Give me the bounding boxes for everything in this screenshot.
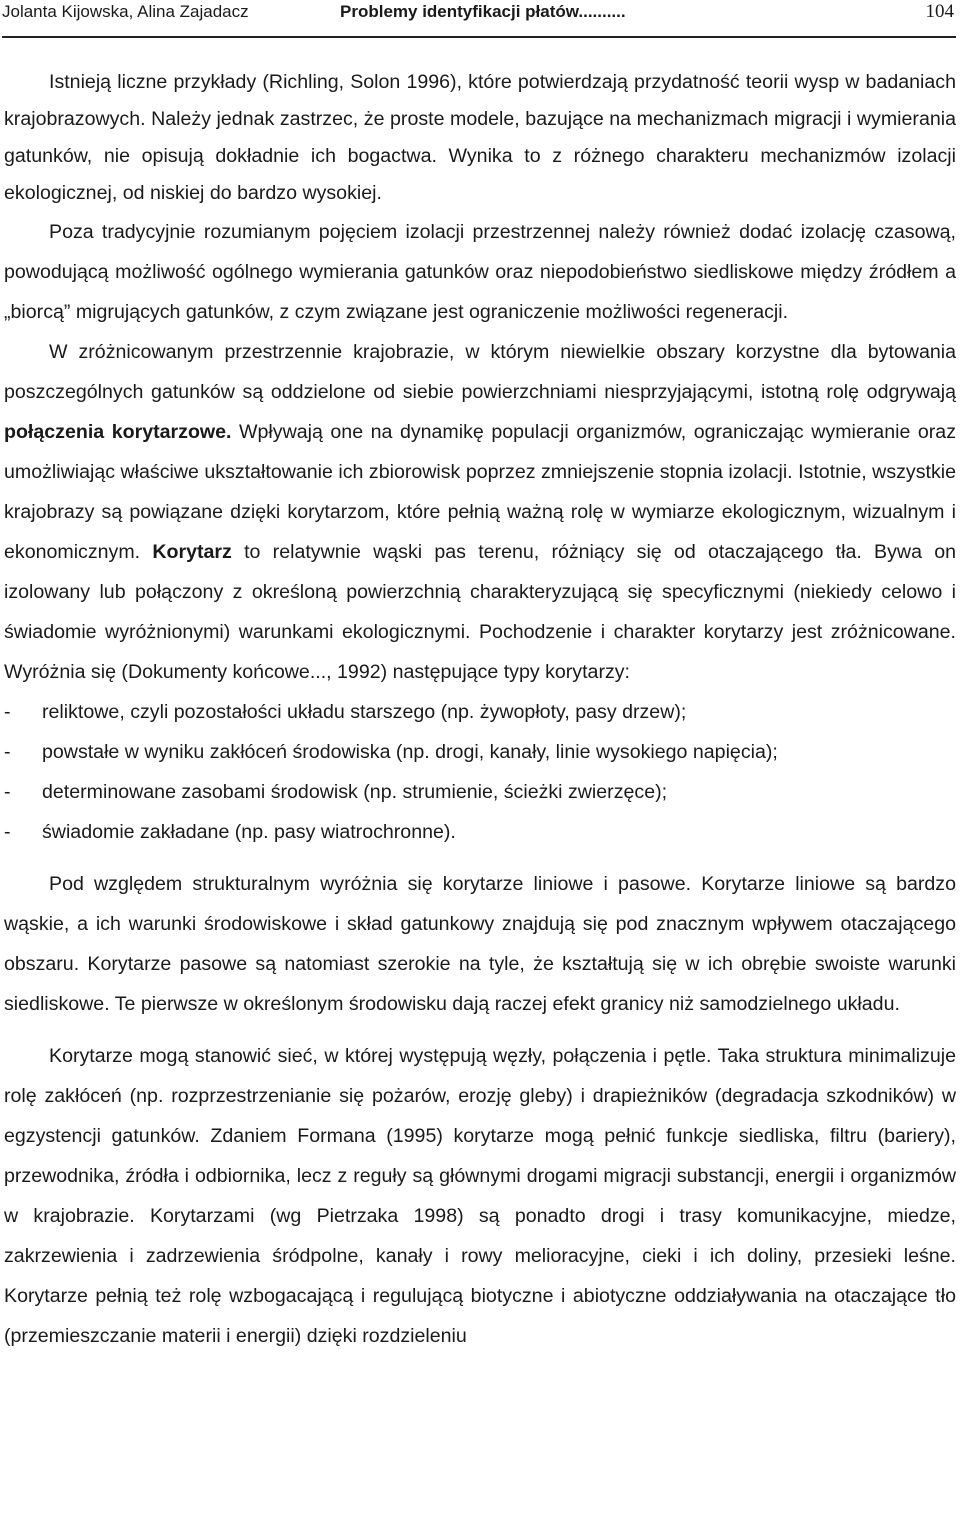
- paragraph-text: to relatywnie wąski pas terenu, różniący się od otaczającego tła. Bywa on izolowany lub połączony z określoną powierzchnią charakteryzującą się specyficznymi (niekiedy celowo i świadomie wyróżnionymi) warunkami ekologicznymi. Pochodzenie i charakter korytarzy jest zróżnicowane. Wyróżnia się (Dokumenty końcowe..., 1992) następujące typy korytarzy:: [4, 541, 956, 683]
- header-title: Problemy identyfikacji płatów..........: [340, 2, 626, 21]
- paragraph-structural-types: [4, 864, 956, 1024]
- list-item-text: determinowane zasobami środowisk (np. strumienie, ścieżki zwierzęce);: [42, 781, 668, 803]
- list-dash: -: [4, 781, 11, 803]
- list-item-text: reliktowe, czyli pozostałości układu starszego (np. żywopłoty, pasy drzew);: [42, 701, 687, 723]
- list-item-text: świadomie zakładane (np. pasy wiatrochronne).: [42, 821, 456, 843]
- header-divider: [2, 36, 956, 38]
- paragraph-corridors: [4, 332, 956, 692]
- paragraph-text: W zróżnicowanym przestrzennie krajobrazie, w którym niewielkie obszary korzystne dla bytowania poszczególnych gatunków są oddzielone od siebie powierzchniami niesprzyjającymi, istotną rolę odgrywają: [4, 341, 956, 403]
- list-dash: -: [4, 741, 11, 763]
- paragraph-text: Pod względem strukturalnym wyróżnia się korytarze liniowe i pasowe. Korytarze liniowe są bardzo wąskie, a ich warunki środowiskowe i skład gatunkowy znajdują się pod znacznym wpływem otaczającego obszaru. Korytarze pasowe są natomiast szerokie na tyle, że kształtują się w ich obrębie swoiste warunki siedliskowe. Te pierwsze w określonym środowisku dają raczej efekt granicy niż samodzielnego układu.: [4, 873, 956, 1015]
- bold-term-corridor: Korytarz: [152, 541, 232, 563]
- paragraph-text: Korytarze mogą stanowić sieć, w której występują węzły, połączenia i pętle. Taka struktura minimalizuje rolę zakłóceń (np. rozprzestrzenianie się pożarów, erozję gleby) i drapieżników (degradacja szkodników) w egzystencji gatunków. Zdaniem Formana (1995) korytarze mogą pełnić funkcje siedliska, filtru (bariery), przewodnika, źródła i odbiornika, lecz z reguły są głównymi drogami migracji substancji, energii i organizmów w krajobrazie. Korytarzami (wg Pietrzaka 1998) są ponadto drogi i trasy komunikacyjne, miedze, zakrzewienia i zadrzewienia śródpolne, kanały i rowy melioracyjne, cieki i ich doliny, przesieki leśne. Korytarze pełnią też rolę wzbogacającą i regulującą biotyczne i abiotyczne oddziaływania na otaczające tło (przemieszczanie materii i energii) dzięki rozdzieleniu: [4, 1045, 956, 1347]
- list-dash: -: [4, 701, 11, 723]
- corridor-types-list: [4, 692, 956, 852]
- bold-term-corridor-connections: połączenia korytarzowe.: [4, 421, 232, 443]
- page-header: [2, 0, 954, 32]
- list-dash: -: [4, 821, 11, 843]
- list-item: [4, 732, 956, 772]
- header-authors: Jolanta Kijowska, Alina Zajadacz: [2, 2, 249, 21]
- paragraph-isolation: [4, 212, 956, 332]
- list-item: [4, 772, 956, 812]
- list-item: [4, 692, 956, 732]
- paragraph-text: Wpływają one na dynamikę populacji organizmów, ograniczając wymieranie oraz umożliwiając właściwe ukształtowanie ich zbiorowisk poprzez zmniejszenie stopnia izolacji. Istotnie, wszystkie krajobrazy są powiązane dzięki korytarzom, które pełnią ważną rolę w wymiarze ekologicznym, wizualnym i ekonomicznym.: [4, 421, 956, 563]
- document-body: [4, 64, 956, 1356]
- page-number: 104: [925, 1, 954, 22]
- list-item-text: powstałe w wyniku zakłóceń środowiska (np. drogi, kanały, linie wysokiego napięcia);: [42, 741, 778, 763]
- paragraph-text: Poza tradycyjnie rozumianym pojęciem izolacji przestrzennej należy również dodać izolację czasową, powodującą możliwość ogólnego wymierania gatunków oraz niepodobieństwo siedliskowe między źródłem a „biorcą” migrujących gatunków, z czym związane jest ograniczenie możliwości regeneracji.: [4, 221, 956, 323]
- paragraph-corridor-networks: [4, 1036, 956, 1356]
- list-item: [4, 812, 956, 852]
- paragraph-text: Istnieją liczne przykłady (Richling, Solon 1996), które potwierdzają przydatność teorii wysp w badaniach krajobrazowych. Należy jednak zastrzec, że proste modele, bazujące na mechanizmach migracji i wymierania gatunków, nie opisują dokładnie ich bogactwa. Wynika to z różnego charakteru mechanizmów izolacji ekologicznej, od niskiej do bardzo wysokiej.: [4, 71, 956, 204]
- paragraph-island-theory: [4, 64, 956, 212]
